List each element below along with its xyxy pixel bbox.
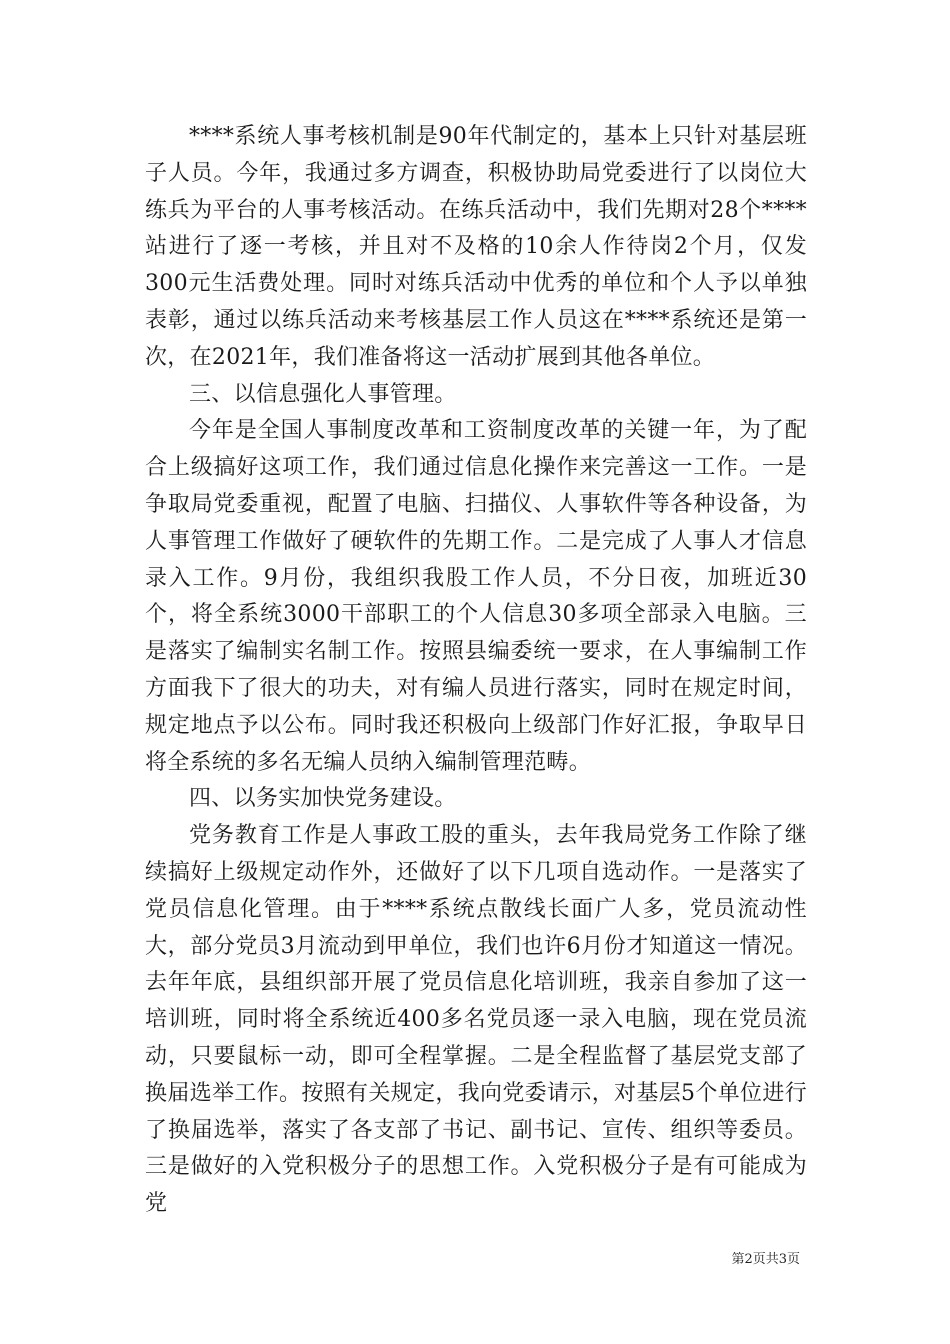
document-body bbox=[145, 119, 807, 1223]
heading-section-3: 三、以信息强化人事管理。 bbox=[189, 381, 457, 407]
page-number: 第2页共3页 bbox=[731, 1252, 800, 1267]
paragraph-assessment: ****系统人事考核机制是90年代制定的，基本上只针对基层班子人员。今年，我通过多方调查，积极协助局党委进行了以岗位大练兵为平台的人事考核活动。在练兵活动中，我们先期对28个****站进行了逐一考核，并且对不及格的10余人作待岗2个月，仅发300元生活费处理。同时对练兵活动中优秀的单位和个人予以单独表彰，通过以练兵活动来考核基层工作人员这在****系统还是第一次，在2021年，我们准备将这一活动扩展到其他各单位。 bbox=[145, 124, 807, 370]
paragraph-party-affairs: 党务教育工作是人事政工股的重头，去年我局党务工作除了继续搞好上级规定动作外，还做好了以下几项自选动作。一是落实了党员信息化管理。由于****系统点散线长面广人多，党员流动性大，部分党员3月流动到甲单位，我们也许6月份才知道这一情况。去年年底，县组织部开展了党员信息化培训班，我亲自参加了这一培训班，同时将全系统近400多名党员逐一录入电脑，现在党员流动，只要鼠标一动，即可全程掌握。二是全程监督了基层党支部了换届选举工作。按照有关规定，我向党委请示，对基层5个单位进行了换届选举，落实了各支部了书记、副书记、宣传、组织等委员。三是做好的入党积极分子的思想工作。入党积极分子是有可能成为党 bbox=[145, 823, 807, 1217]
paragraph-information: 今年是全国人事制度改革和工资制度改革的关键一年，为了配合上级搞好这项工作，我们通过信息化操作来完善这一工作。一是争取局党委重视，配置了电脑、扫描仪、人事软件等各种设备，为人事管理工作做好了硬软件的先期工作。二是完成了人事人才信息录入工作。9月份，我组织我股工作人员，不分日夜，加班近30个，将全系统3000干部职工的个人信息30多项全部录入电脑。三是落实了编制实名制工作。按照县编委统一要求，在人事编制工作方面我下了很大的功夫，对有编人员进行落实，同时在规定时间，规定地点予以公布。同时我还积极向上级部门作好汇报，争取早日将全系统的多名无编人员纳入编制管理范畴。 bbox=[145, 418, 807, 775]
heading-section-4: 四、以务实加快党务建设。 bbox=[189, 786, 457, 812]
